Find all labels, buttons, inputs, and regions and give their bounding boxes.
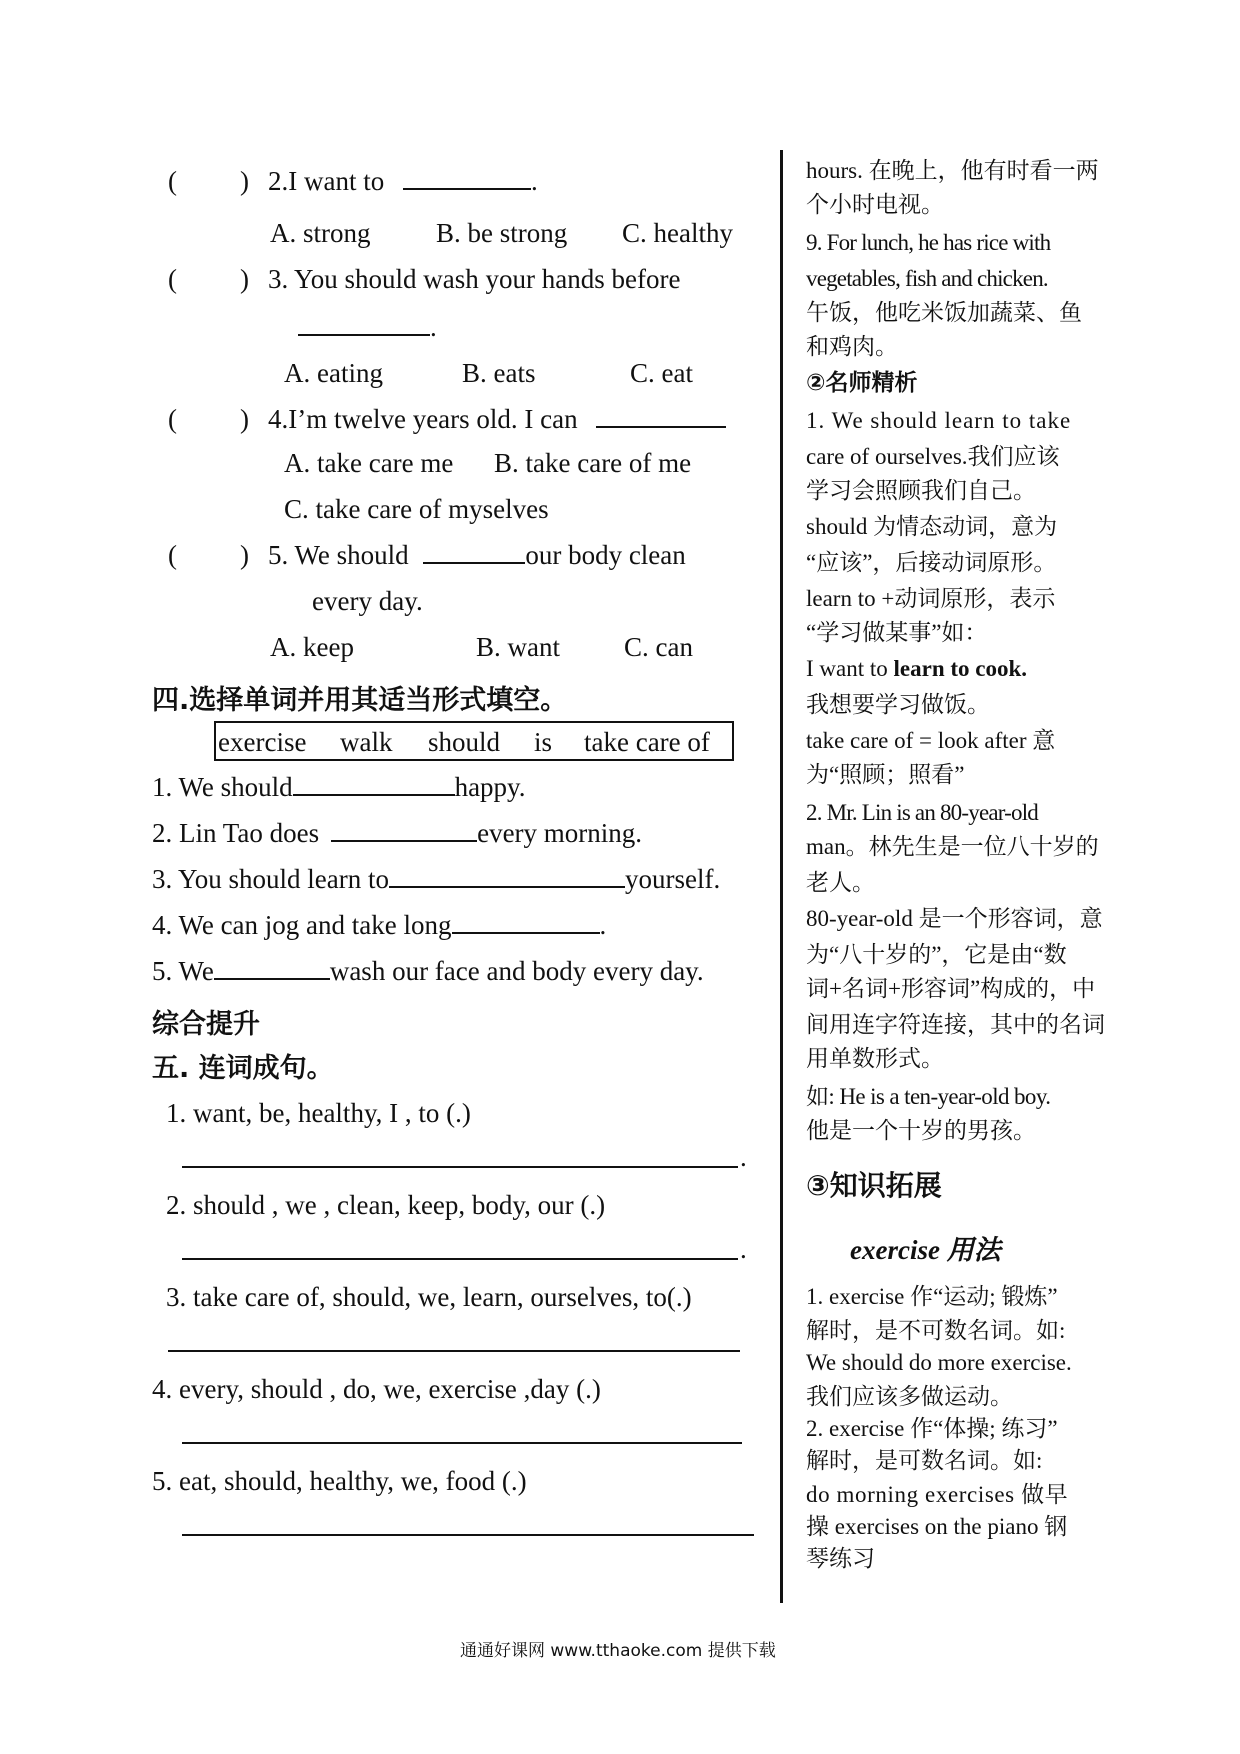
question-4 — [268, 404, 726, 435]
word-bank-item: walk — [340, 727, 393, 757]
question-3: 3. You should wash your hands before — [268, 264, 681, 294]
note-line: 午饭，他吃米饭加蔬菜、鱼 — [806, 300, 1082, 325]
question-text: 5. We should — [268, 540, 409, 570]
fill-item-3: 3. You should learn to yourself. — [152, 864, 721, 894]
word-bank — [214, 721, 734, 761]
analysis-line: 老人。 — [806, 870, 875, 895]
question-text: 4.I’m twelve years old. I can — [268, 404, 578, 434]
analysis-line: “学习做某事”如： — [806, 620, 988, 645]
analysis-line: 我想要学习做饭。 — [806, 692, 990, 717]
note-line: 9. For lunch, he has rice with — [806, 230, 1051, 255]
answer-blank[interactable] — [214, 956, 330, 980]
option-c: C. eat — [630, 358, 693, 388]
analysis-line: 80-year-old 是一个形容词，意 — [806, 906, 1103, 931]
note-line: 个小时电视。 — [806, 192, 944, 217]
usage-line: 2. exercise 作“体操; 练习” — [806, 1416, 1058, 1441]
usage-line: 解时，是不可数名词。如: — [806, 1318, 1066, 1343]
answer-line[interactable] — [182, 1534, 754, 1536]
answer-blank[interactable] — [423, 540, 525, 564]
question-text: 2.I want to — [268, 166, 385, 196]
answer-paren-open: ( — [168, 404, 177, 434]
answer-blank[interactable] — [452, 910, 600, 934]
analysis-line: 用单数形式。 — [806, 1046, 944, 1071]
usage-line: 操 exercises on the piano 钢 — [806, 1514, 1068, 1539]
usage-line: do morning exercises 做早 — [806, 1482, 1069, 1507]
answer-line[interactable] — [182, 1442, 742, 1444]
note-line: hours. 在晚上，他有时看一两 — [806, 158, 1099, 183]
note-line: vegetables, fish and chicken. — [806, 266, 1048, 291]
answer-blank[interactable] — [293, 772, 455, 796]
answer-paren-close: ) — [240, 540, 249, 570]
fill-item-4: 4. We can jog and take long . — [152, 910, 607, 940]
usage-line: We should do more exercise. — [806, 1350, 1072, 1375]
word-bank-item: take care of — [584, 727, 710, 757]
answer-blank[interactable] — [403, 166, 531, 190]
usage-line: 琴练习 — [806, 1546, 875, 1571]
usage-line: 1. exercise 作“运动; 锻炼” — [806, 1284, 1058, 1309]
answer-blank[interactable] — [389, 864, 625, 888]
reorder-item-4: 4. every, should , do, we, exercise ,day (.) — [152, 1374, 601, 1404]
option-a: A. take care me — [284, 448, 454, 478]
usage-line: 解时，是可数名词。如: — [806, 1448, 1043, 1473]
answer-line-period: . — [740, 1234, 747, 1264]
answer-blank[interactable] — [596, 404, 726, 428]
option-b: B. take care of me — [494, 448, 692, 478]
word-bank-item: exercise — [218, 727, 307, 757]
analysis-line: care of ourselves.我们应该 — [806, 444, 1060, 469]
question-5: 5. We should our body clean — [268, 540, 686, 570]
fill-item-2: 2. Lin Tao does every morning. — [152, 818, 643, 848]
answer-paren-close: ) — [240, 264, 249, 294]
note-line: 和鸡肉。 — [806, 334, 898, 359]
analysis-example: I want to learn to cook. — [806, 656, 1028, 681]
comprehensive-title: 综合提升 — [152, 1009, 260, 1040]
analysis-line: should 为情态动词，意为 — [806, 514, 1058, 539]
option-c: C. can — [624, 632, 693, 662]
answer-paren-open: ( — [168, 264, 177, 294]
fill-item-5: 5. We wash our face and body every day. — [152, 956, 704, 986]
option-a: A. keep — [270, 632, 354, 662]
option-b: B. eats — [462, 358, 536, 388]
analysis-line: learn to +动词原形，表示 — [806, 586, 1056, 611]
analysis-line: take care of = look after 意 — [806, 728, 1056, 753]
answer-line[interactable] — [182, 1166, 738, 1168]
word-bank-item: should — [428, 727, 501, 757]
analysis-line: 为“照顾；照看” — [806, 762, 965, 787]
analysis-line: 2. Mr. Lin is an 80-year-old — [806, 800, 1039, 825]
answer-line[interactable] — [182, 1258, 738, 1260]
option-b: B. want — [476, 632, 560, 662]
exercise-usage-subtitle: exercise 用法 — [850, 1235, 1001, 1265]
question-2: 2.I want to . — [268, 166, 538, 196]
question-5-cont: every day. — [312, 586, 423, 616]
answer-line-period: . — [740, 1142, 747, 1172]
analysis-line: 他是一个十岁的男孩。 — [806, 1118, 1036, 1143]
option-c: C. take care of myselves — [284, 494, 549, 524]
answer-paren-close: ) — [240, 166, 249, 196]
column-divider — [780, 150, 783, 1603]
analysis-line: 词+名词+形容词”构成的，中 — [806, 976, 1096, 1001]
answer-paren-open: ( — [168, 166, 177, 196]
page-footer: 通通好课网 www.tthaoke.com 提供下载 — [460, 1641, 776, 1661]
option-a: A. eating — [284, 358, 383, 388]
section-5-title: 五. 连词成句。 — [152, 1053, 334, 1084]
reorder-item-1: 1. want, be, healthy, I , to (.) — [166, 1098, 471, 1128]
reorder-item-5: 5. eat, should, healthy, we, food (.) — [152, 1466, 527, 1496]
option-c: C. healthy — [622, 218, 733, 248]
analysis-line: 1. We should learn to take — [806, 408, 1072, 433]
analysis-line: 为“八十岁的”，它是由“数 — [806, 942, 1067, 967]
question-3-blank: . — [298, 312, 437, 343]
analysis-line: “应该”，后接动词原形。 — [806, 550, 1057, 575]
word-bank-item: is — [534, 727, 553, 757]
teacher-analysis-title: ②名师精析 — [806, 370, 918, 396]
analysis-line: 间用连字符连接，其中的名词 — [806, 1012, 1105, 1037]
reorder-item-3: 3. take care of, should, we, learn, ourselves, to(.) — [166, 1282, 692, 1312]
fill-item-1: 1. We should happy. — [152, 772, 526, 802]
answer-paren-open: ( — [168, 540, 177, 570]
answer-paren-close: ) — [240, 404, 249, 434]
option-a: A. strong — [270, 218, 371, 248]
option-b: B. be strong — [436, 218, 568, 248]
analysis-line: 学习会照顾我们自己。 — [806, 478, 1036, 503]
section-4-title: 四.选择单词并用其适当形式填空。 — [152, 685, 568, 716]
answer-blank[interactable] — [298, 312, 430, 336]
answer-line[interactable] — [168, 1350, 740, 1352]
analysis-line: man。林先生是一位八十岁的 — [806, 834, 1099, 859]
analysis-line: 如: He is a ten-year-old boy. — [806, 1084, 1051, 1109]
reorder-item-2: 2. should , we , clean, keep, body, our (.) — [166, 1190, 606, 1220]
answer-blank[interactable] — [331, 818, 477, 842]
usage-line: 我们应该多做运动。 — [806, 1384, 1013, 1409]
knowledge-expand-title: ③知识拓展 — [806, 1169, 942, 1202]
